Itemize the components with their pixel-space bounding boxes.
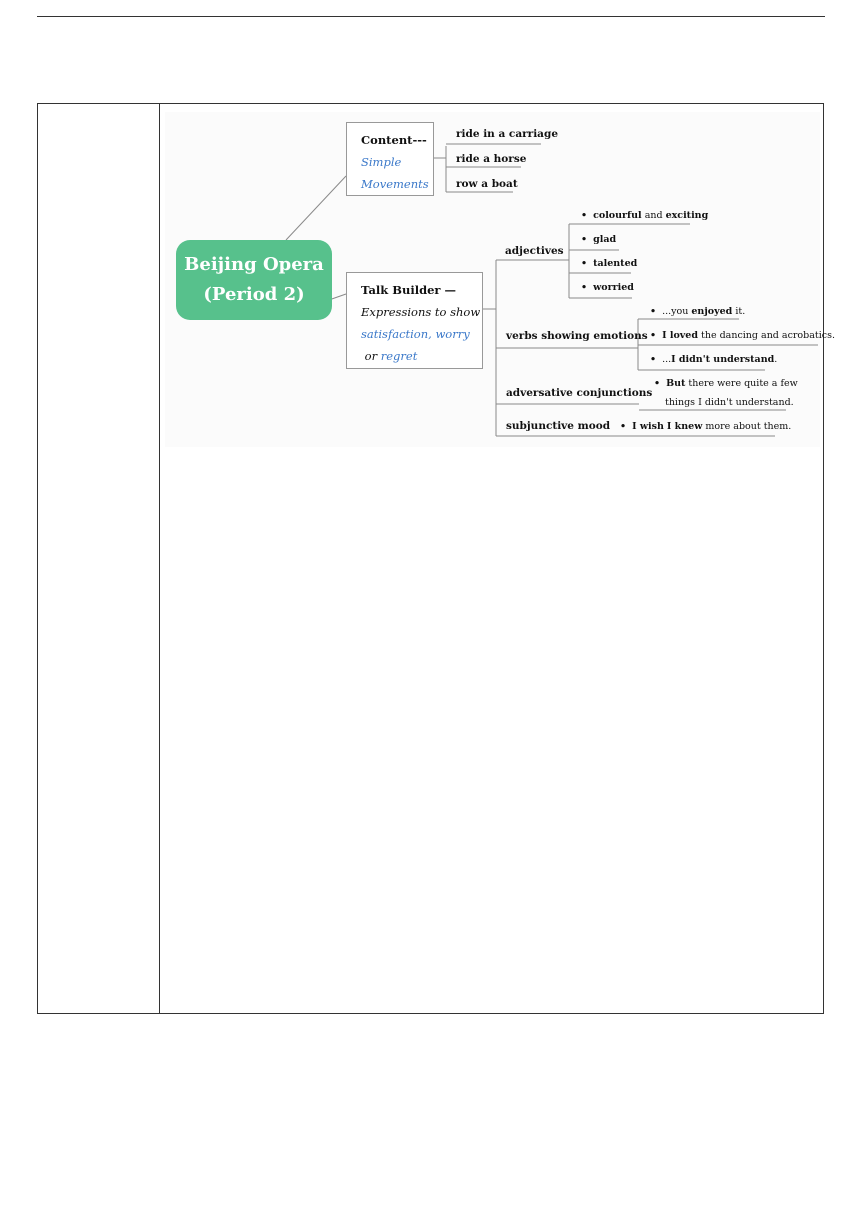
root-subtitle: (Period 2) (203, 284, 305, 305)
table-column-divider (159, 103, 160, 1014)
bullet-icon: • (620, 421, 627, 432)
adjective-item: • worried (581, 282, 634, 293)
content-subtitle-1: Simple (361, 155, 402, 169)
bullet-icon: • (581, 258, 588, 269)
bullet-icon: • (581, 210, 588, 221)
page-header-rule (37, 16, 825, 17)
talk-builder-line-2: Expressions to show (361, 305, 481, 319)
category-adjectives: adjectives (505, 245, 564, 257)
talk-builder-line-3: satisfaction, worry (361, 327, 470, 341)
bullet-icon: • (650, 354, 657, 365)
talk-builder-title: Talk Builder — (361, 283, 456, 297)
content-title: Content--- (361, 133, 427, 147)
mind-map (165, 112, 835, 447)
content-subtitle-2: Movements (361, 177, 429, 191)
connector-root-content (286, 176, 346, 240)
talk-builder-node (346, 272, 483, 369)
content-item: row a boat (456, 178, 518, 190)
verb-item: • ...you enjoyed it. (650, 306, 746, 317)
talk-builder-or: or (364, 349, 378, 363)
verb-item: • I loved the dancing and acrobatics. (650, 330, 835, 341)
adversative-item-line-2: things I didn't understand. (665, 397, 794, 408)
subjunctive-item: • I wish I knew more about them. (620, 421, 792, 432)
content-node (346, 122, 434, 196)
adversative-item: • But there were quite a few (654, 378, 798, 389)
content-item: ride a horse (456, 153, 527, 165)
category-verbs: verbs showing emotions (506, 330, 648, 342)
bullet-icon: • (654, 378, 661, 389)
bullet-icon: • (581, 234, 588, 245)
talk-builder-regret: regret (380, 349, 418, 363)
bullet-icon: • (650, 306, 657, 317)
root-title: Beijing Opera (184, 254, 324, 275)
content-item: ride in a carriage (456, 128, 559, 140)
bullet-icon: • (650, 330, 657, 341)
category-adversative: adversative conjunctions (506, 387, 653, 399)
bullet-icon: • (581, 282, 588, 293)
adjective-item: • talented (581, 258, 638, 269)
adjective-item: • glad (581, 234, 617, 245)
category-subjunctive: subjunctive mood (506, 420, 611, 432)
verb-item: • ...I didn't understand. (650, 354, 778, 365)
root-node (176, 240, 332, 320)
adjective-item: • colourful and exciting (581, 210, 709, 221)
